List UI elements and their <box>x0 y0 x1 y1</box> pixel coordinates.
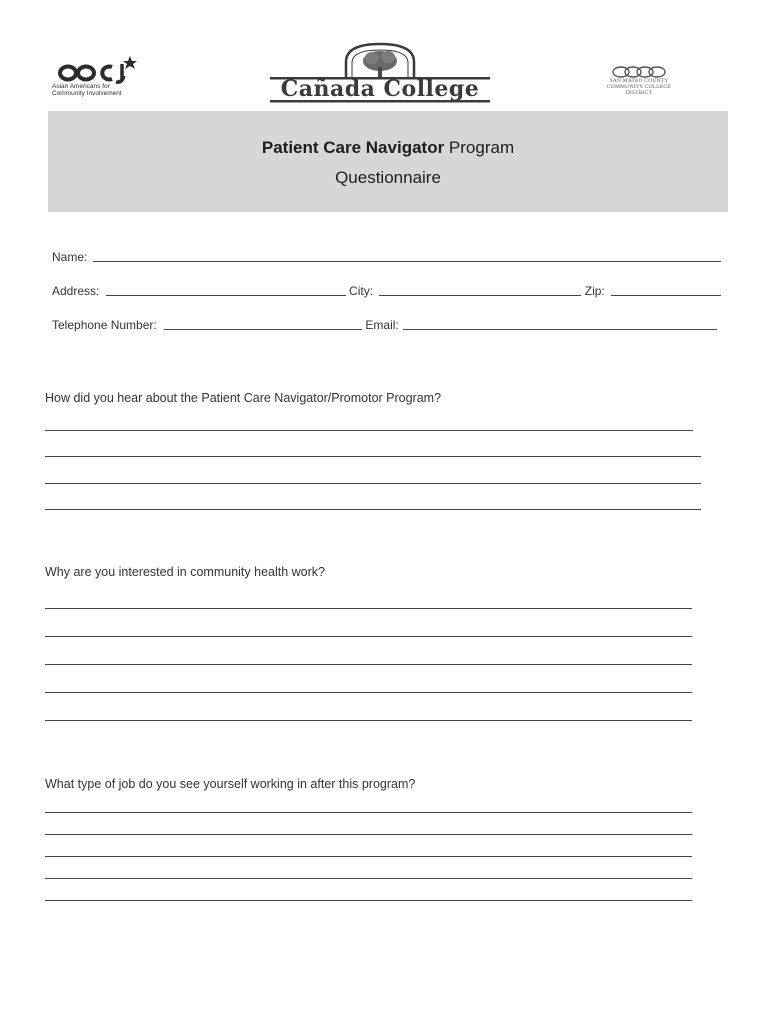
answer-line[interactable] <box>45 456 701 457</box>
name-field[interactable] <box>93 249 721 262</box>
smccd-logo <box>594 66 684 100</box>
smccd-caption-line-2: COMMUNITY COLLEGE DISTRICT <box>606 84 672 96</box>
question-3: What type of job do you see yourself working in after this program? <box>45 777 416 791</box>
answer-line[interactable] <box>45 900 692 901</box>
smccd-rings-icon <box>611 66 667 78</box>
aaci-logo <box>50 56 150 100</box>
telephone-field[interactable] <box>164 317 362 330</box>
name-row <box>52 249 721 265</box>
answer-line[interactable] <box>45 636 692 637</box>
answer-line[interactable] <box>45 483 701 484</box>
answer-line[interactable] <box>45 834 692 835</box>
zip-label: Zip: <box>584 284 605 298</box>
email-field[interactable] <box>403 317 717 330</box>
form-title-bold: Patient Care Navigator <box>261 138 445 157</box>
city-field[interactable] <box>379 283 581 296</box>
form-title-rest: Program <box>444 138 515 157</box>
smccd-caption <box>594 78 684 96</box>
form-title <box>48 138 728 158</box>
answer-line[interactable] <box>45 720 692 721</box>
answer-line[interactable] <box>45 692 692 693</box>
zip-field[interactable] <box>611 283 721 296</box>
answer-line[interactable] <box>45 856 692 857</box>
canada-college-wordmark: Cañada College <box>280 76 480 102</box>
name-label: Name: <box>52 250 88 264</box>
question-1: How did you hear about the Patient Care Navigator/Promotor Program? <box>45 391 442 405</box>
answer-line[interactable] <box>45 878 692 879</box>
telephone-row <box>52 317 717 333</box>
smccd-caption-line-1: SAN MATEO COUNTY <box>609 78 669 84</box>
city-label: City: <box>349 284 374 298</box>
aaci-caption-line-1: Asian Americans for <box>52 83 110 90</box>
address-field[interactable] <box>106 283 346 296</box>
answer-line[interactable] <box>45 608 692 609</box>
canada-college-logo <box>268 42 492 104</box>
answer-line[interactable] <box>45 430 693 431</box>
title-banner <box>48 111 728 212</box>
aaci-caption <box>52 83 152 97</box>
email-label: Email: <box>365 318 399 332</box>
question-2: Why are you interested in community health work? <box>45 565 325 579</box>
answer-line[interactable] <box>45 812 692 813</box>
form-subtitle: Questionnaire <box>335 168 441 187</box>
address-label: Address: <box>52 284 100 298</box>
aaci-mark-icon <box>50 56 150 84</box>
address-row <box>52 283 721 299</box>
answer-line[interactable] <box>45 509 701 510</box>
aaci-caption-line-2: Community Involvement <box>52 90 122 97</box>
telephone-label: Telephone Number: <box>52 318 157 332</box>
answer-line[interactable] <box>45 664 692 665</box>
